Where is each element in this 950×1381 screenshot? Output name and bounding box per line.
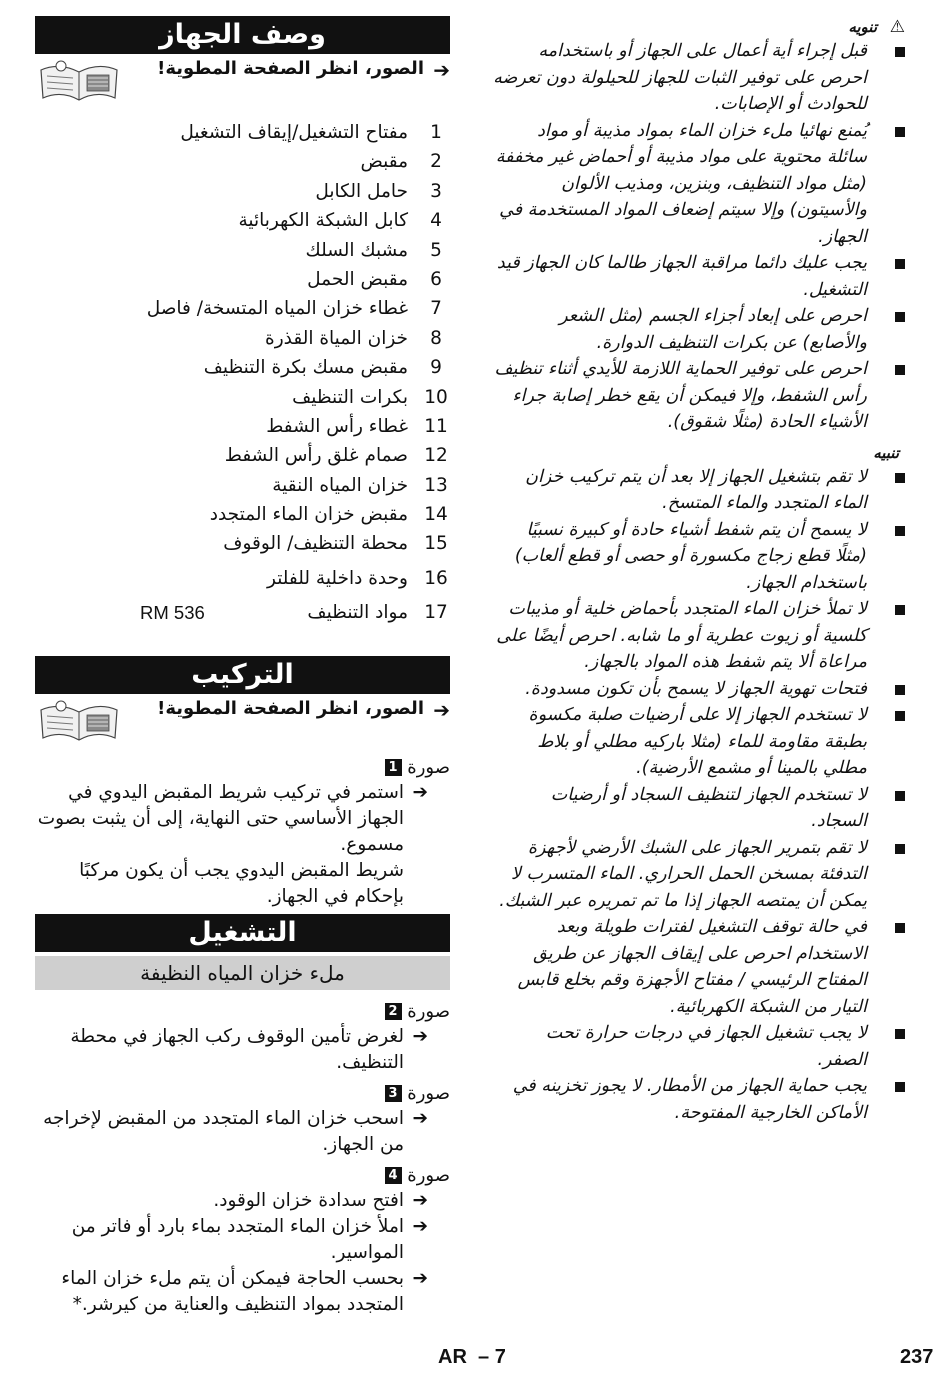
list-item: لا يسمح أن يتم شفط أشياء حادة أو كبيرة نسبيًا (مثلًا قطع زجاج مكسورة أو حصى أو قطع ألعاب) باستخدام الجهاز. — [493, 517, 905, 597]
arrow-left-icon: ➔ — [412, 1025, 428, 1047]
arrow-left-icon: ➔ — [433, 697, 450, 722]
instruction-step: ➔ اسحب خزان الماء المتجدد من المقبض لإخراجه من الجهاز. — [43, 1107, 428, 1155]
page-number: 237 — [900, 1346, 934, 1368]
arrow-left-icon: ➔ — [412, 1215, 428, 1237]
figure-label: صورة 1 — [35, 756, 450, 780]
figure-number-badge: 3 — [385, 1085, 402, 1102]
bullet-square-icon — [895, 127, 905, 137]
arrow-left-icon: ➔ — [412, 1107, 428, 1129]
list-item: 7 غطاء خزان المياه المتسخة/ فاصل — [146, 298, 442, 320]
list-item: احرص على توفير الحماية اللازمة للأيدي أثناء تنظيف رأس الشفط، وإلا فيمكن أن يقع خطر إصابة جراء الأشياء الحادة (مثلًا شقوق). — [493, 356, 905, 436]
bullet-square-icon — [895, 791, 905, 801]
see-foldout-note — [35, 56, 450, 106]
section-title-device-description: وصف الجهاز — [35, 16, 450, 54]
footer-section-label: AR – 7 — [438, 1346, 506, 1368]
list-item: 1 مفتاح التشغيل/إيقاف التشغيل — [180, 122, 442, 143]
bullet-square-icon — [895, 605, 905, 615]
figure-label: صورة 3 — [35, 1082, 450, 1106]
installation-note: شريط المقبض اليدوي يجب أن يكون مركبًا بإحكام في الجهاز. — [79, 859, 404, 907]
arrow-left-icon: ➔ — [412, 1267, 428, 1289]
arrow-left-icon: ➔ — [412, 781, 428, 803]
list-item: 10 بكرات التنظيف — [292, 386, 448, 408]
list-item: 9 مقبض مسك بكرة التنظيف — [203, 357, 442, 379]
bullet-square-icon — [895, 685, 905, 695]
list-item: 6 مقبض الحمل — [307, 268, 442, 290]
arrow-left-icon: ➔ — [433, 58, 450, 82]
list-item: 14 مقبض خزان الماء المتجدد — [209, 504, 448, 526]
list-item: في حالة توقف التشغيل لفترات طويلة وبعد الاستخدام احرص على إيقاف الجهاز عن طريق المفتاح الرئيسي / مفتاح الأجهزة وقم بخلع قابس التيار من الشبكة الكهربائية. — [493, 914, 905, 1020]
list-item: يجب عليك دائما مراقبة الجهاز طالما كان الجهاز قيد التشغيل. — [493, 250, 905, 303]
figure-label: صورة 4 — [35, 1164, 450, 1188]
instruction-step: ➔ استمر في تركيب شريط المقبض اليدوي في الجهاز الأساسي حتى النهاية، إلى أن يثبت بصوت مسموع. — [37, 781, 428, 855]
bullet-square-icon — [895, 47, 905, 57]
see-foldout-text: الصور، انظر الصفحة المطوية! — [157, 697, 424, 719]
bullet-square-icon — [895, 259, 905, 269]
figure-label: صورة 2 — [35, 1000, 450, 1024]
list-item: لا تستخدم الجهاز لتنظيف السجاد أو أرضيات السجاد. — [493, 782, 905, 835]
bullet-square-icon — [895, 711, 905, 721]
open-book-icon — [35, 56, 123, 106]
list-item: فتحات تهوية الجهاز لا يسمح بأن تكون مسدودة. — [493, 676, 905, 703]
subsection-title-fill-clean-water: ملء خزان المياه النظيفة — [35, 956, 450, 990]
arrow-left-icon: ➔ — [412, 1189, 428, 1211]
list-item: 13 خزان المياه النقية — [272, 474, 448, 496]
caution-heading: تنبيه — [873, 443, 899, 462]
list-item: 15 محطة التنظيف/ الوقوف — [223, 533, 448, 555]
list-item: لا تقم بتشغيل الجهاز إلا بعد أن يتم تركيب خزان الماء المتجدد والماء المتسخ. — [493, 464, 905, 517]
warning-heading: ⚠ تنويه — [848, 17, 905, 37]
open-book-icon — [35, 696, 123, 746]
bullet-square-icon — [895, 844, 905, 854]
list-item: 8 خزان المياة القذرة — [265, 327, 442, 349]
list-item: لا تقم بتمرير الجهاز على الشبك الأرضي لأجهزة التدفئة بمسخن الحمل الحراري. الماء المتسرب لا يمكن أن يمتصه الجهاز إذا ما تم تمريره عبر الشبك. — [493, 835, 905, 915]
bullet-square-icon — [895, 473, 905, 483]
bullet-square-icon — [895, 365, 905, 375]
bullet-square-icon — [895, 923, 905, 933]
instruction-step: ➔ افتح سدادة خزان الوقود. — [35, 1188, 450, 1214]
list-item: 12 صمام غلق رأس الشفط — [224, 445, 448, 467]
bullet-square-icon — [895, 1029, 905, 1039]
warning-triangle-icon: ⚠ — [889, 17, 905, 37]
list-item: 11 غطاء رأس الشفط — [266, 415, 448, 437]
see-foldout-text: الصور، انظر الصفحة المطوية! — [157, 58, 424, 79]
parts-list — [35, 118, 450, 628]
instruction-step: ➔ املأ خزان الماء المتجدد بماء بارد أو فاتر من المواسير. — [71, 1215, 428, 1263]
list-item: لا تملأ خزان الماء المتجدد بأحماض خلية أو مذيبات كلسية أو زيوت عطرية أو ما شابه. احرص أيضًا على مراعاة ألا يتم شفط هذه المواد بالجهاز. — [493, 596, 905, 676]
section-title-installation: التركيب — [35, 656, 450, 694]
list-item: 5 مشبك السلك — [305, 239, 442, 261]
figure-number-badge: 1 — [385, 759, 402, 776]
bullet-square-icon — [895, 312, 905, 322]
list-item: يجب حماية الجهاز من الأمطار. لا يجوز تخزينه في الأماكن الخارجية المفتوحة. — [493, 1073, 905, 1126]
model-number: RM 536 — [140, 602, 205, 624]
bullet-square-icon — [895, 1082, 905, 1092]
section-title-operation: التشغيل — [35, 914, 450, 952]
instruction-step: ➔ بحسب الحاجة فيمكن أن يتم ملء خزان الماء المتجدد بمواد التنظيف والعناية من كيرشر.* — [61, 1267, 428, 1315]
list-item: 2 مقبض — [360, 151, 442, 173]
warning-list — [493, 38, 905, 436]
instruction-step: ➔ لغرض تأمين الوقوف ركب الجهاز في محطة التنظيف. — [70, 1025, 428, 1073]
see-foldout-note — [35, 696, 450, 746]
list-item: 17 مواد التنظيف RM 536 — [35, 598, 450, 627]
list-item: قبل إجراء أية أعمال على الجهاز أو باستخدامه احرص على توفير الثبات للجهاز للحيلولة دون تعرضه للحوادث أو الإصابات. — [493, 38, 905, 118]
list-item: لا يجب تشغيل الجهاز في درجات حرارة تحت الصفر. — [493, 1020, 905, 1073]
bullet-square-icon — [895, 526, 905, 536]
right-column — [35, 16, 450, 1318]
list-item: احرص على إبعاد أجزاء الجسم (مثل الشعر والأصابع) عن بكرات التنظيف الدوارة. — [493, 303, 905, 356]
list-item: يُمنع نهائيا ملء خزان الماء بمواد مذيبة أو مواد سائلة محتوية على مواد مذيبة أو أحماض غير مخففة (مثل مواد التنظيف، وبنزين، ومذيب الألوان والأسيتون) وإلا سيتم إضعاف المواد المستخدمة في الجهاز. — [493, 118, 905, 251]
left-column — [493, 16, 905, 1126]
list-item: لا تستخدم الجهاز إلا على أرضيات صلبة مكسوة بطبقة مقاومة للماء (مثلا باركيه مطلي أو بلاط مطلي بالمينا أو مشمع الأرضية). — [493, 702, 905, 782]
figure-number-badge: 2 — [385, 1003, 402, 1020]
list-item: 3 حامل الكابل — [315, 180, 442, 202]
list-item: 16 وحدة داخلية للفلتر — [266, 567, 448, 589]
figure-number-badge: 4 — [385, 1167, 402, 1184]
caution-list — [493, 464, 905, 1127]
list-item: 4 كابل الشبكة الكهربائية — [238, 210, 442, 232]
